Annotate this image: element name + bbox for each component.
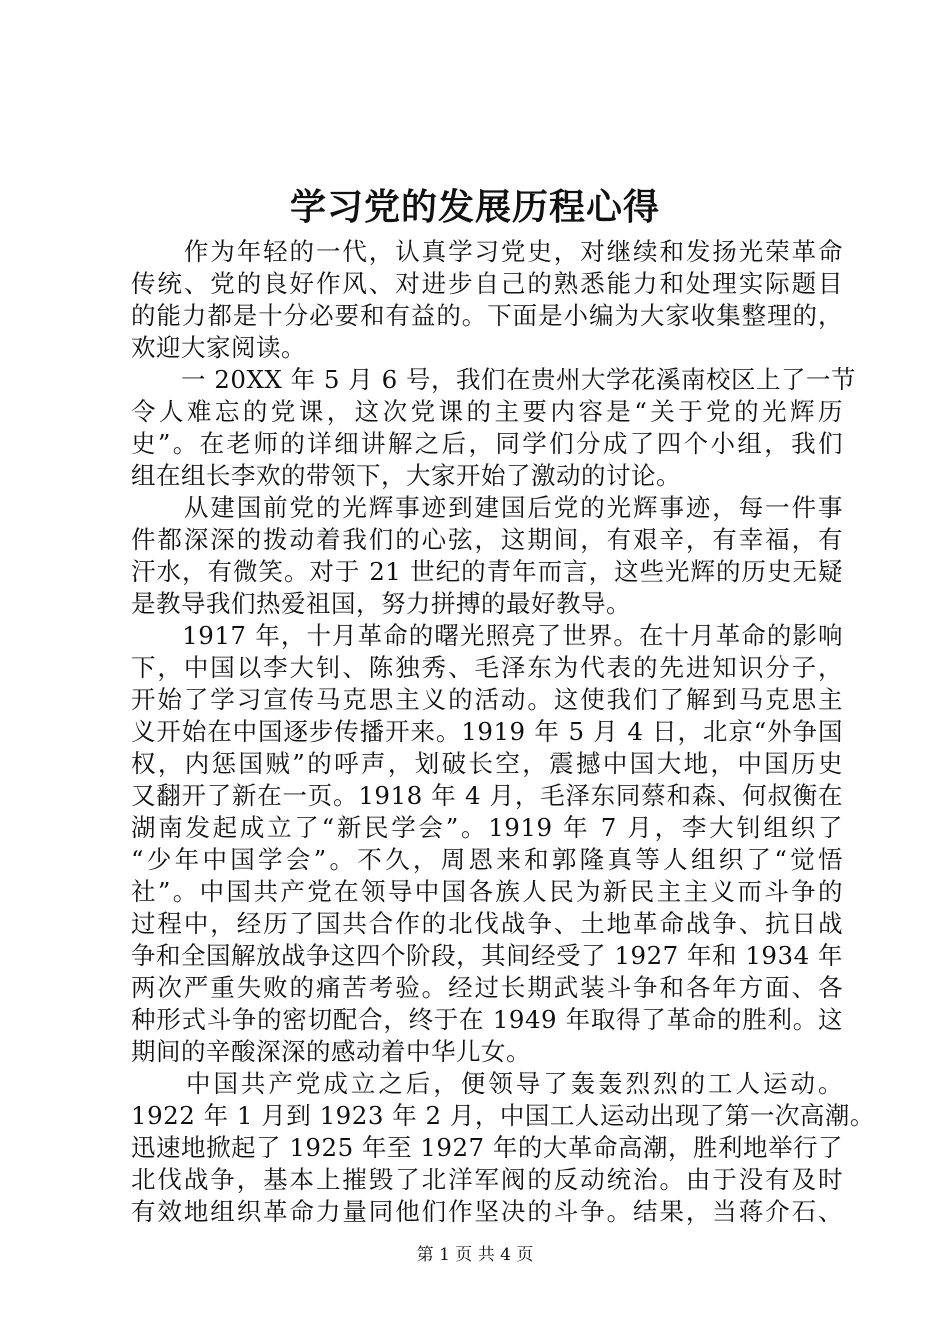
text-line: 湖南发起成立了“新民学会”。1919 年 7 月，李大钊组织了 <box>131 813 843 842</box>
text-line: 下，中国以李大钊、陈独秀、毛泽东为代表的先进知识分子， <box>131 653 843 682</box>
page-footer: 第 1 页 共 4 页 <box>416 1245 534 1265</box>
text-line: 作为年轻的一代，认真学习党史，对继续和发扬光荣革命 <box>131 237 843 266</box>
text-line: 1922 年 1 月到 1923 年 2 月，中国工人运动出现了第一次高潮。 <box>131 1101 875 1130</box>
text-line: 开始了学习宣传马克思主义的活动。这使我们了解到马克思主 <box>131 685 843 714</box>
text-line: 两次严重失败的痛苦考验。经过长期武装斗争和各年方面、各 <box>131 973 843 1002</box>
text-line: 汗水，有微笑。对于 21 世纪的青年而言，这些光辉的历史无疑 <box>131 557 843 586</box>
text-line: 令人难忘的党课，这次党课的主要内容是“关于党的光辉历 <box>131 397 843 426</box>
text-line: 权，内惩国贼”的呼声，划破长空，震撼中国大地，中国历史 <box>131 749 843 778</box>
document-title: 学习党的发展历程心得 <box>289 186 660 228</box>
text-line: 有效地组织革命力量同他们作坚决的斗争。结果，当蒋介石、 <box>131 1197 843 1226</box>
text-line: 史”。在老师的详细讲解之后，同学们分成了四个小组，我们 <box>131 429 843 458</box>
text-line: 的能力都是十分必要和有益的。下面是小编为大家收集整理的， <box>131 301 843 330</box>
text-line: 北伐战争，基本上摧毁了北洋军阀的反动统治。由于没有及时 <box>131 1165 843 1194</box>
text-line: 争和全国解放战争这四个阶段，其间经受了 1927 年和 1934 年 <box>131 941 843 970</box>
text-line: 社”。中国共产党在领导中国各族人民为新民主主义而斗争的 <box>131 877 843 906</box>
text-line: 从建国前党的光辉事迹到建国后党的光辉事迹，每一件事 <box>131 493 843 522</box>
text-line: 组在组长李欢的带领下，大家开始了激动的讨论。 <box>131 461 681 490</box>
text-line: 种形式斗争的密切配合，终于在 1949 年取得了革命的胜利。这 <box>131 1005 843 1034</box>
text-line: 欢迎大家阅读。 <box>131 333 306 362</box>
text-line: 期间的辛酸深深的感动着中华儿女。 <box>131 1037 531 1066</box>
text-line: 传统、党的良好作风、对进步自己的熟悉能力和处理实际题目 <box>131 269 843 298</box>
text-line: 迅速地掀起了 1925 年至 1927 年的大革命高潮，胜利地举行了 <box>131 1133 843 1162</box>
text-line: 是教导我们热爱祖国，努力拼搏的最好教导。 <box>131 589 631 618</box>
text-line: 中国共产党成立之后，便领导了轰轰烈烈的工人运动。 <box>131 1069 843 1098</box>
text-line: 件都深深的拨动着我们的心弦，这期间，有艰辛，有幸福，有 <box>131 525 843 554</box>
text-line: “少年中国学会”。不久，周恩来和郭隆真等人组织了“觉悟 <box>131 845 843 874</box>
text-line: 又翻开了新在一页。1918 年 4 月，毛泽东同蔡和森、何叔衡在 <box>131 781 843 810</box>
text-line: 一 20XX 年 5 月 6 号，我们在贵州大学花溪南校区上了一节 <box>131 365 856 394</box>
document-body <box>131 236 875 1228</box>
text-line: 过程中，经历了国共合作的北伐战争、土地革命战争、抗日战 <box>131 909 843 938</box>
text-line: 义开始在中国逐步传播开来。1919 年 5 月 4 日，北京“外争国 <box>131 717 843 746</box>
text-line: 1917 年，十月革命的曙光照亮了世界。在十月革命的影响 <box>131 621 843 650</box>
